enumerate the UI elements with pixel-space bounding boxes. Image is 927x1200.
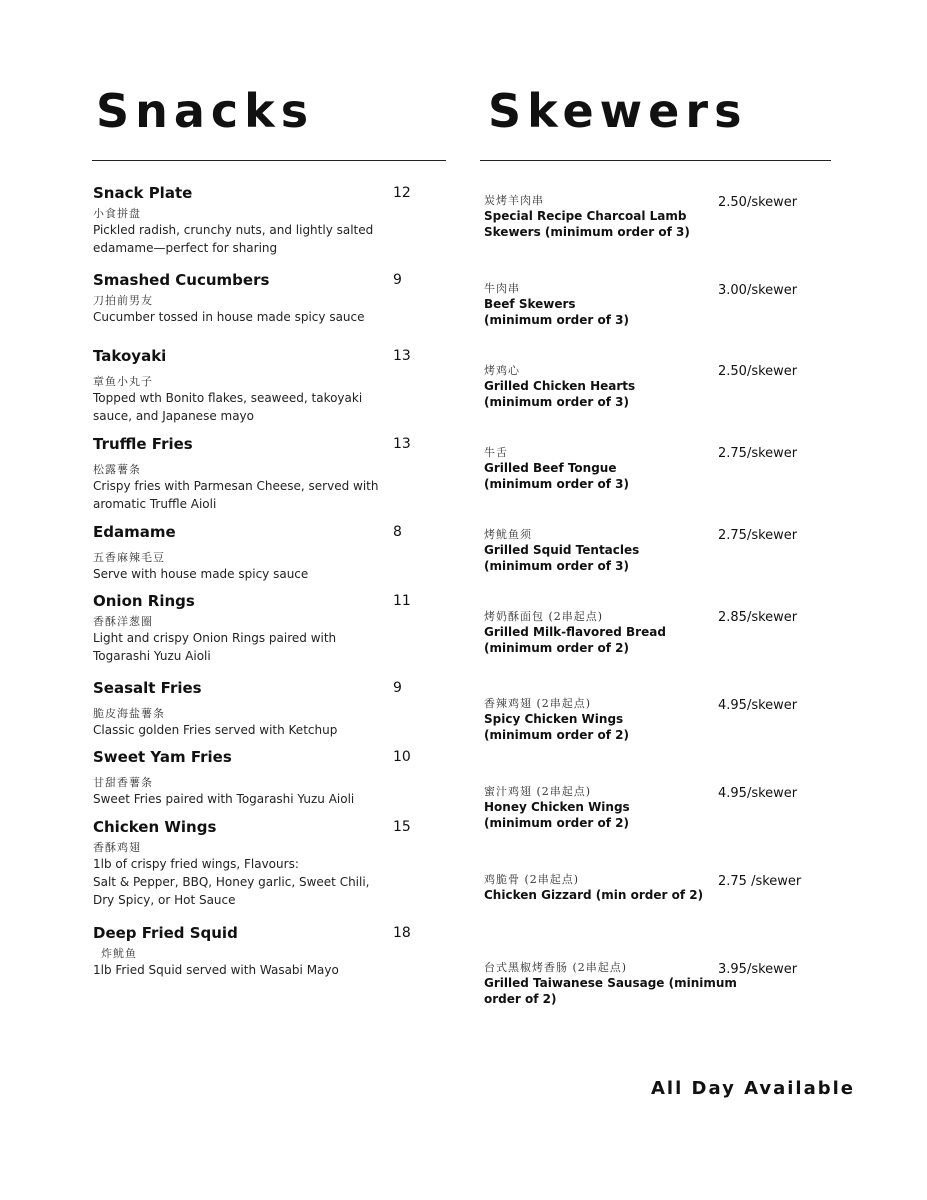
- item-description-line: Togarashi Yuzu Aioli: [93, 649, 211, 663]
- item-price: 13: [393, 436, 411, 452]
- item-chinese-name: 炭烤羊肉串: [484, 194, 544, 207]
- item-price: 3.00/skewer: [718, 283, 798, 298]
- item-price: 13: [393, 348, 411, 364]
- item-chinese-name: 松露薯条: [93, 463, 141, 476]
- item-name: Edamame: [93, 523, 176, 541]
- item-name: Takoyaki: [93, 347, 167, 365]
- item-name-line: Grilled Taiwanese Sausage (minimum: [484, 976, 737, 990]
- item-name: Snack Plate: [93, 184, 193, 202]
- item-name-line: (minimum order of 3): [484, 559, 629, 573]
- menu-item-chicken-gizzard: [484, 873, 814, 903]
- item-name-line: Grilled Milk-flavored Bread: [484, 625, 666, 639]
- item-name-line: Grilled Chicken Hearts: [484, 379, 636, 393]
- item-name-line: Honey Chicken Wings: [484, 800, 630, 814]
- item-chinese-name: 鸡脆骨 (2串起点): [484, 873, 580, 886]
- item-chinese-name: 五香麻辣毛豆: [93, 551, 165, 564]
- item-price: 2.75/skewer: [718, 528, 798, 543]
- menu-item-onion-rings: [93, 591, 423, 665]
- menu-item-takoyaki: [93, 346, 423, 425]
- item-description-line: Cucumber tossed in house made spicy sauce: [93, 310, 365, 324]
- item-name: Deep Fried Squid: [93, 924, 238, 942]
- item-chinese-name: 脆皮海盐薯条: [93, 707, 165, 720]
- item-chinese-name: 香酥鸡翅: [93, 841, 141, 854]
- item-name: Seasalt Fries: [93, 679, 202, 697]
- item-description-line: sauce, and Japanese mayo: [93, 409, 254, 423]
- snacks-section-title: Snacks: [96, 84, 315, 138]
- item-name-line: (minimum order of 2): [484, 728, 629, 742]
- menu-item-chicken-hearts: [484, 364, 814, 410]
- item-price: 3.95/skewer: [718, 962, 798, 977]
- item-price: 9: [393, 272, 402, 288]
- menu-item-deep-fried-squid: [93, 923, 423, 979]
- menu-item-lamb-skewers: [484, 194, 814, 240]
- item-name-line: (minimum order of 2): [484, 641, 629, 655]
- item-name-line: Chicken Gizzard (min order of 2): [484, 888, 704, 902]
- item-name-line: Beef Skewers: [484, 297, 576, 311]
- item-price: 4.95/skewer: [718, 698, 798, 713]
- item-name: Smashed Cucumbers: [93, 271, 270, 289]
- item-description-line: 1lb Fried Squid served with Wasabi Mayo: [93, 963, 339, 977]
- item-name-line: (minimum order of 3): [484, 477, 629, 491]
- item-price: 2.50/skewer: [718, 364, 798, 379]
- item-description-line: Salt & Pepper, BBQ, Honey garlic, Sweet Chili,: [93, 875, 370, 889]
- item-chinese-name: 小食拼盘: [93, 207, 141, 220]
- menu-item-smashed-cucumbers: [93, 270, 423, 326]
- item-name: Sweet Yam Fries: [93, 748, 232, 766]
- item-description-line: Classic golden Fries served with Ketchup: [93, 723, 338, 737]
- item-name-line: Skewers (minimum order of 3): [484, 225, 690, 239]
- item-description-line: Dry Spicy, or Hot Sauce: [93, 893, 236, 907]
- item-chinese-name: 牛舌: [484, 446, 508, 459]
- item-description-line: Topped wth Bonito flakes, seaweed, takoyaki: [93, 391, 363, 405]
- item-description-line: Serve with house made spicy sauce: [93, 567, 309, 581]
- item-chinese-name: 刀拍前男友: [93, 294, 153, 307]
- menu-item-truffle-fries: [93, 434, 423, 513]
- item-price: 8: [393, 524, 402, 540]
- snacks-divider: [92, 160, 446, 161]
- item-price: 18: [393, 925, 411, 941]
- item-description-line: Light and crispy Onion Rings paired with: [93, 631, 337, 645]
- skewers-section-title: Skewers: [488, 84, 748, 138]
- menu-item-beef-skewers: [484, 282, 814, 328]
- item-chinese-name: 烤鱿鱼须: [484, 528, 532, 541]
- item-description-line: edamame—perfect for sharing: [93, 241, 278, 255]
- item-description-line: aromatic Truffle Aioli: [93, 497, 217, 511]
- item-name-line: Grilled Squid Tentacles: [484, 543, 640, 557]
- item-price: 11: [393, 593, 411, 609]
- menu-item-seasalt-fries: [93, 678, 423, 739]
- item-name: Onion Rings: [93, 592, 195, 610]
- item-name-line: (minimum order of 3): [484, 313, 629, 327]
- menu-item-taiwanese-sausage: [484, 961, 814, 1007]
- menu-item-squid-tentacles: [484, 528, 814, 574]
- item-price: 4.95/skewer: [718, 786, 798, 801]
- item-price: 2.75/skewer: [718, 446, 798, 461]
- item-name: Chicken Wings: [93, 818, 217, 836]
- item-name-line: Special Recipe Charcoal Lamb: [484, 209, 687, 223]
- menu-item-sweet-yam-fries: [93, 747, 423, 808]
- item-chinese-name: 炸鱿鱼: [101, 947, 137, 960]
- item-price: 10: [393, 749, 411, 765]
- item-chinese-name: 香辣鸡翅 (2串起点): [484, 697, 592, 710]
- item-chinese-name: 烤奶酥面包 (2串起点): [484, 610, 604, 623]
- menu-item-spicy-chicken-wings: [484, 697, 814, 743]
- item-chinese-name: 台式黑椒烤香肠 (2串起点): [484, 961, 628, 974]
- item-price: 9: [393, 680, 402, 696]
- menu-item-beef-tongue: [484, 446, 814, 492]
- item-chinese-name: 章鱼小丸子: [93, 375, 153, 388]
- menu-item-chicken-wings: [93, 817, 423, 909]
- item-name-line: Spicy Chicken Wings: [484, 712, 624, 726]
- item-price: 2.75 /skewer: [718, 874, 802, 889]
- item-price: 2.85/skewer: [718, 610, 798, 625]
- item-price: 2.50/skewer: [718, 195, 798, 210]
- item-price: 15: [393, 819, 411, 835]
- menu-item-honey-chicken-wings: [484, 785, 814, 831]
- item-chinese-name: 香酥洋葱圈: [93, 615, 153, 628]
- item-name-line: Grilled Beef Tongue: [484, 461, 617, 475]
- item-chinese-name: 烤鸡心: [484, 364, 520, 377]
- skewers-divider: [480, 160, 831, 161]
- item-chinese-name: 蜜汁鸡翅 (2串起点): [484, 785, 592, 798]
- item-description-line: 1lb of crispy fried wings, Flavours:: [93, 857, 299, 871]
- menu-item-edamame: [93, 522, 423, 583]
- menu-item-snack-plate: [93, 183, 423, 257]
- item-name-line: order of 2): [484, 992, 557, 1006]
- item-description-line: Crispy fries with Parmesan Cheese, served with: [93, 479, 379, 493]
- availability-note: All Day Available: [651, 1078, 855, 1099]
- item-name-line: (minimum order of 2): [484, 816, 629, 830]
- item-name-line: (minimum order of 3): [484, 395, 629, 409]
- item-chinese-name: 甘甜香薯条: [93, 776, 153, 789]
- item-description-line: Pickled radish, crunchy nuts, and lightly salted: [93, 223, 374, 237]
- item-name: Truffle Fries: [93, 435, 193, 453]
- menu-item-milk-bread: [484, 610, 814, 656]
- item-description-line: Sweet Fries paired with Togarashi Yuzu Aioli: [93, 792, 355, 806]
- item-chinese-name: 牛肉串: [484, 282, 520, 295]
- item-price: 12: [393, 185, 411, 201]
